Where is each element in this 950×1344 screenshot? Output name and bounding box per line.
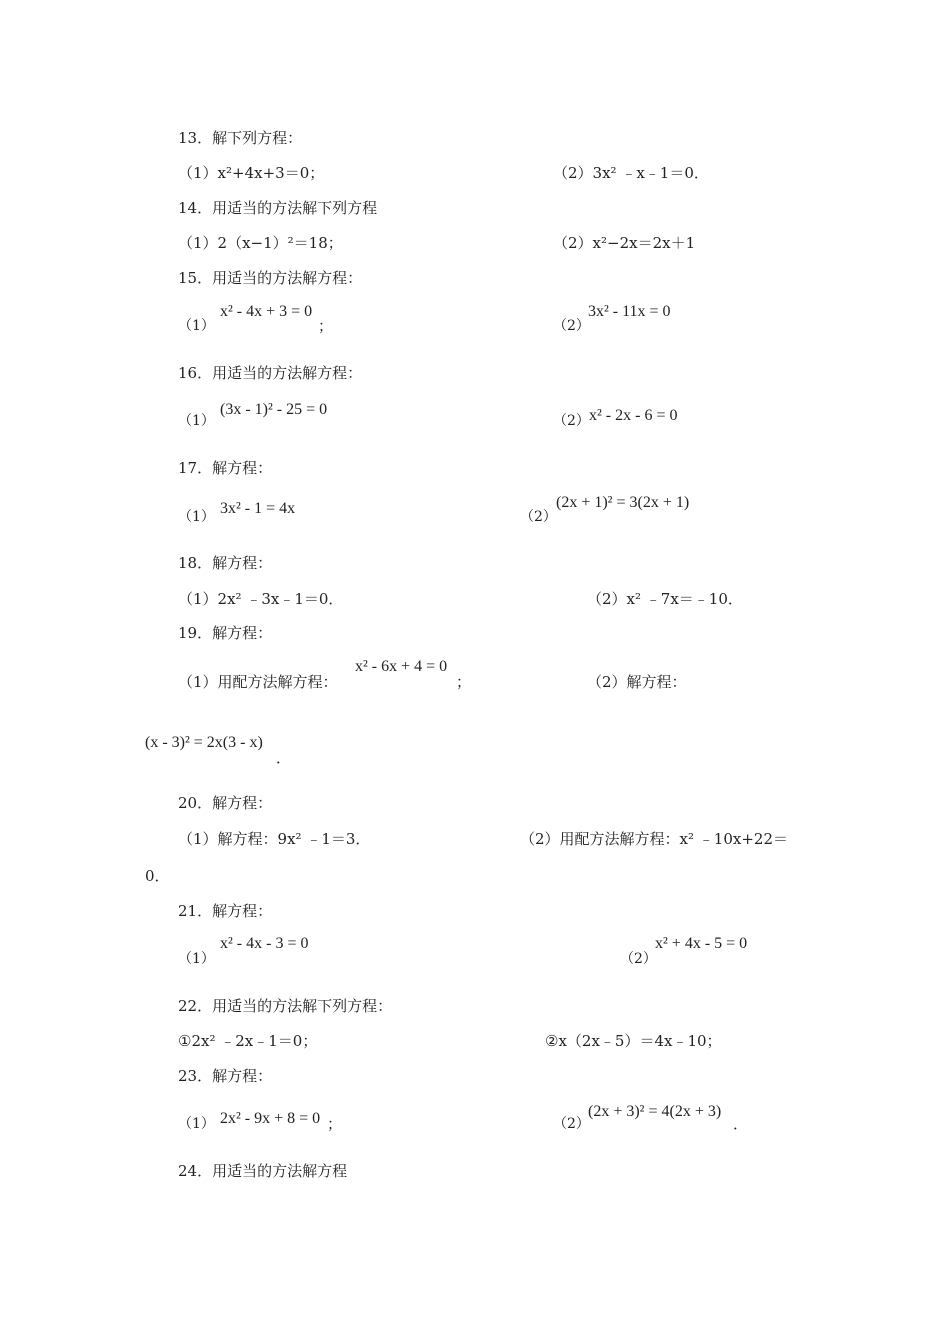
problem-23-part-1-tail: ； — [327, 1115, 343, 1133]
problem-15-part-1-label: （1） — [178, 318, 215, 334]
problem-15-part-2-label: （2） — [553, 318, 590, 334]
problem-23-part-2-equation: (2x + 3)² = 4(2x + 3) — [588, 1103, 722, 1120]
problem-19-part-1-equation: x² - 6x + 4 = 0 — [355, 658, 448, 675]
problem-19-part-2-tail: ． — [276, 749, 292, 767]
problem-19-title: 19．解方程： — [178, 624, 273, 642]
problem-22-title: 22．用适当的方法解下列方程： — [178, 997, 393, 1015]
problem-15-part-1-equation: x² - 4x + 3 = 0 — [220, 303, 313, 320]
problem-20-part-2: （2）用配方法解方程：x² ﹣10x+22＝ — [520, 830, 788, 848]
problem-19-part-1-tail: ； — [456, 673, 472, 691]
problem-21-title: 21．解方程： — [178, 902, 273, 920]
problem-23-part-2-tail: ． — [733, 1115, 749, 1133]
problem-18-title: 18．解方程： — [178, 554, 273, 572]
problem-13-part-2: （2）3x² ﹣x﹣1＝0． — [553, 164, 709, 182]
problem-15-part-2-equation: 3x² - 11x = 0 — [588, 303, 671, 320]
problem-23-part-1-equation: 2x² - 9x + 8 = 0 — [220, 1110, 321, 1127]
problem-17-title: 17．解方程： — [178, 459, 273, 477]
problem-20-title: 20．解方程： — [178, 794, 273, 812]
problem-19-part-1-label: （1）用配方法解方程： — [178, 673, 338, 691]
problem-19-part-2-label: （2）解方程： — [587, 673, 687, 691]
problem-18-part-1: （1）2x² ﹣3x﹣1＝0． — [178, 590, 344, 608]
problem-17-part-2-equation: (2x + 1)² = 3(2x + 1) — [556, 494, 690, 511]
problem-21-part-1-label: （1） — [178, 951, 215, 967]
problem-23-part-2-label: （2） — [553, 1116, 590, 1132]
problem-16-part-1-label: （1） — [178, 413, 215, 429]
problem-15-title: 15．用适当的方法解方程： — [178, 269, 363, 287]
problem-23-part-1-label: （1） — [178, 1116, 215, 1132]
problem-13-part-1: （1）x²+4x+3＝0； — [178, 164, 325, 182]
problem-17-part-1-equation: 3x² - 1 = 4x — [220, 500, 296, 517]
problem-14-title: 14．用适当的方法解下列方程 — [178, 199, 378, 217]
problem-16-part-2-label: （2） — [553, 413, 590, 429]
problem-22-part-2: ②x（2x﹣5）＝4x﹣10； — [545, 1032, 722, 1050]
problem-16-part-1-equation: (3x - 1)² - 25 = 0 — [220, 401, 328, 418]
problem-16-part-2-equation: x² - 2x - 6 = 0 — [589, 407, 678, 424]
problem-16-title: 16．用适当的方法解方程： — [178, 364, 363, 382]
problem-13-title: 13．解下列方程： — [178, 129, 303, 147]
problem-17-part-1-label: （1） — [178, 509, 215, 525]
problem-21-part-2-label: （2） — [620, 951, 657, 967]
problem-17-part-2-label: （2） — [520, 509, 557, 525]
problem-14-part-2: （2）x²−2x＝2x＋1 — [553, 234, 696, 252]
problem-21-part-2-equation: x² + 4x - 5 = 0 — [655, 935, 748, 952]
problem-23-title: 23．解方程： — [178, 1067, 273, 1085]
problem-20-part-2-continued: 0． — [145, 867, 170, 885]
problem-14-part-1: （1）2（x−1）²＝18； — [178, 234, 343, 252]
problem-22-part-1: ①2x² ﹣2x﹣1＝0； — [178, 1032, 318, 1050]
problem-24-title: 24．用适当的方法解方程 — [178, 1162, 348, 1180]
problem-21-part-1-equation: x² - 4x - 3 = 0 — [220, 935, 309, 952]
problem-19-part-2-equation: (x - 3)² = 2x(3 - x) — [145, 734, 263, 751]
problem-15-part-1-tail: ； — [318, 317, 334, 335]
problem-18-part-2: （2）x² ﹣7x＝﹣10． — [587, 590, 743, 608]
problem-20-part-1: （1）解方程：9x² ﹣1＝3． — [178, 830, 371, 848]
